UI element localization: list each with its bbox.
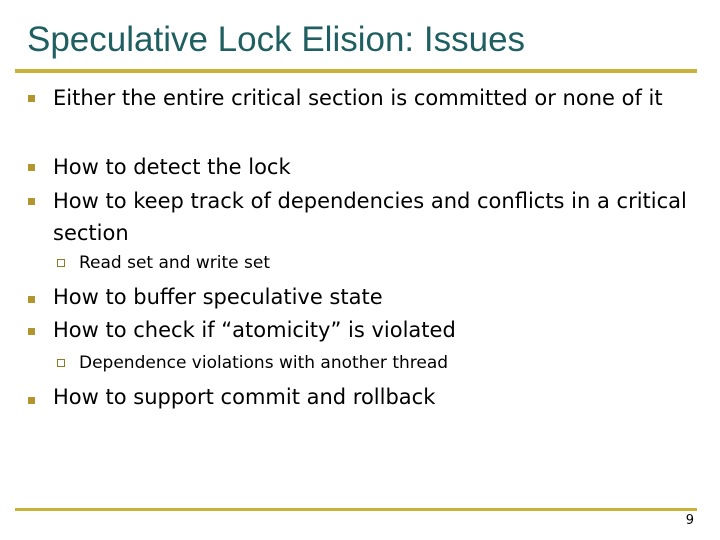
- square-bullet-icon: [28, 328, 35, 335]
- sub-bullet-item: Dependence violations with another thread: [79, 353, 449, 373]
- bullet-item: How to buffer speculative state: [53, 285, 383, 309]
- bullet-item: How to support commit and rollback: [53, 385, 436, 409]
- bullet-item: How to detect the lock: [53, 155, 291, 179]
- slide-title: Speculative Lock Elision: Issues: [27, 20, 526, 59]
- square-bullet-icon: [28, 296, 35, 303]
- hollow-square-bullet-icon: [57, 259, 65, 267]
- page-number: 9: [685, 513, 694, 528]
- bullet-item: How to check if “atomicity” is violated: [53, 318, 456, 342]
- square-bullet-icon: [28, 397, 35, 404]
- hollow-square-bullet-icon: [57, 359, 65, 367]
- title-divider: [15, 69, 697, 73]
- bullet-item: How to keep track of dependencies and conflicts in a critical section: [53, 189, 687, 245]
- footer-divider: [15, 508, 697, 511]
- bullet-item: Either the entire critical section is committed or none of it: [53, 86, 663, 110]
- square-bullet-icon: [28, 198, 35, 205]
- square-bullet-icon: [28, 95, 35, 102]
- square-bullet-icon: [28, 164, 35, 171]
- sub-bullet-item: Read set and write set: [79, 253, 271, 273]
